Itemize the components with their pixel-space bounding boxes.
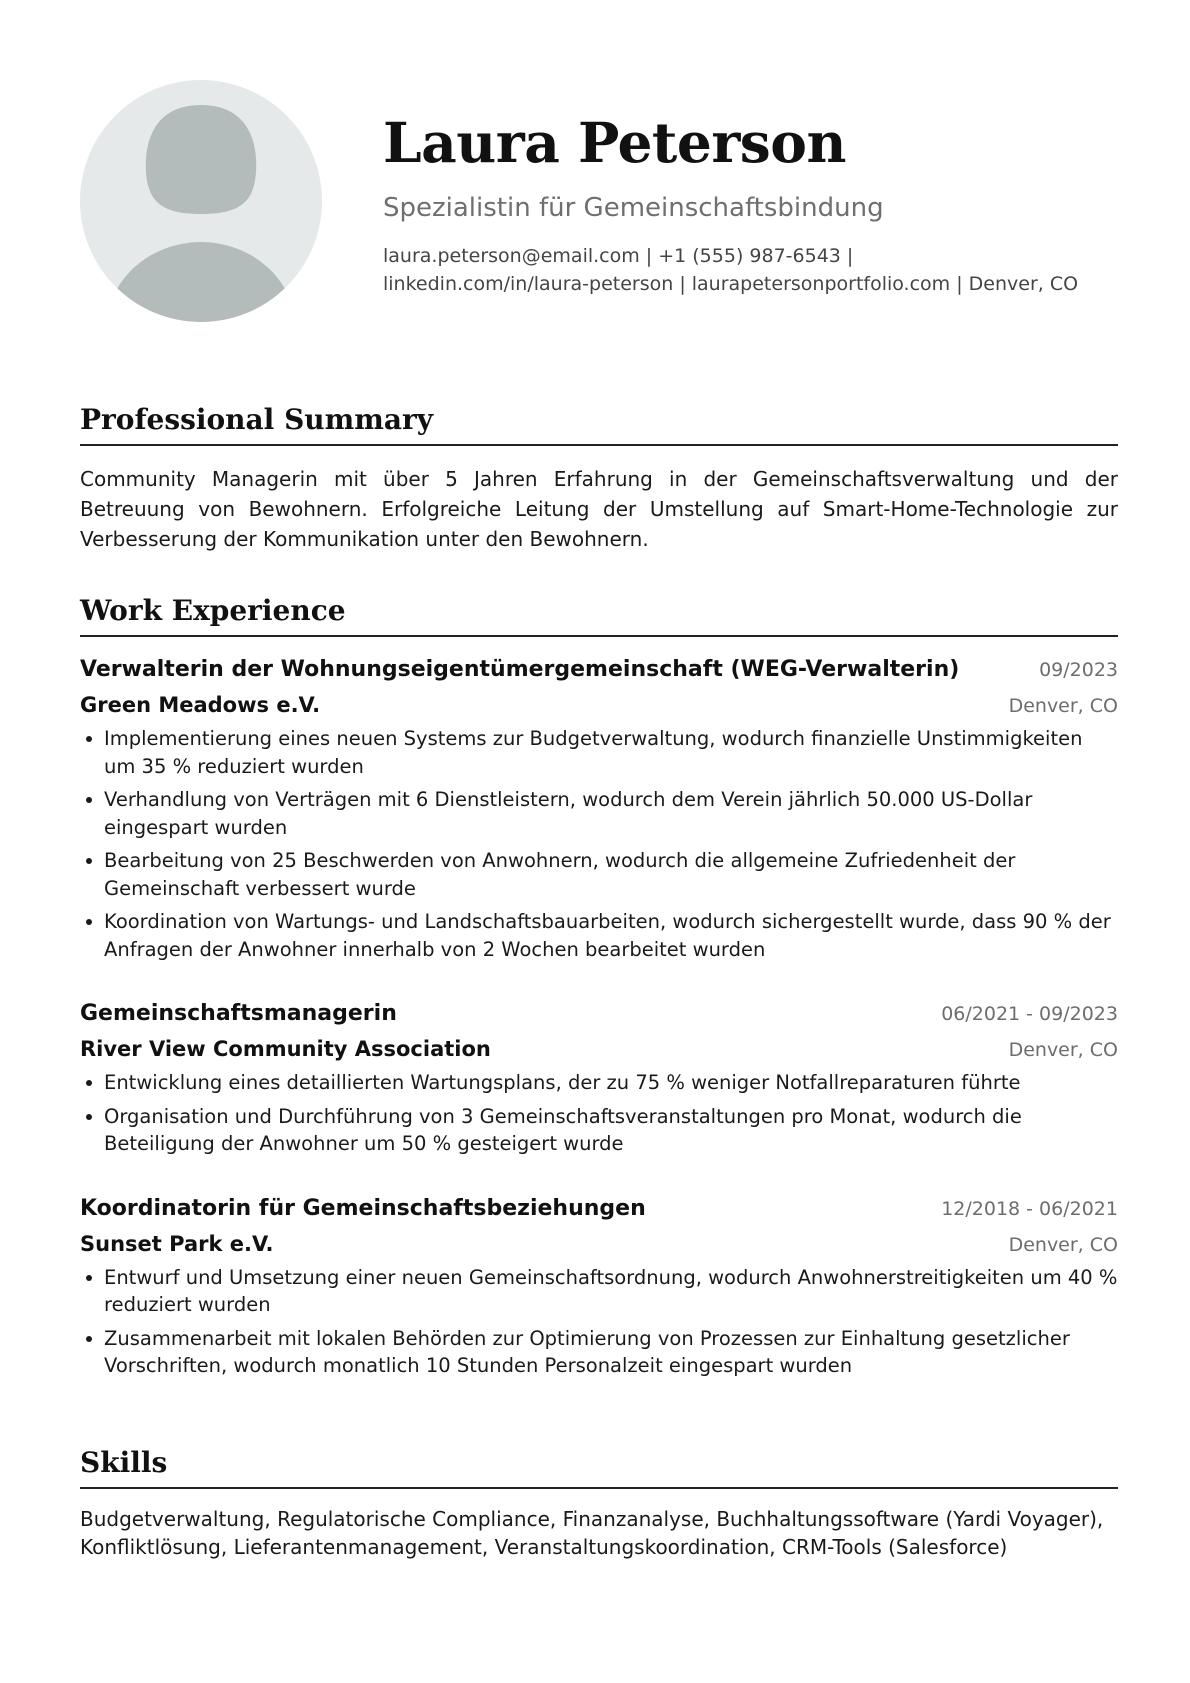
bullet-dot-icon — [86, 1114, 92, 1120]
bullet-text: Entwicklung eines detaillierten Wartungsplans, der zu 75 % weniger Notfallreparaturen führte — [104, 1071, 1021, 1094]
summary-section — [80, 400, 1118, 554]
bullet-item — [80, 786, 1118, 841]
resume-header — [383, 108, 1123, 298]
candidate-name: Laura Peterson — [383, 110, 846, 175]
job-company: Sunset Park e.V. — [80, 1231, 274, 1256]
bullet-dot-icon — [86, 1336, 92, 1342]
candidate-title: Spezialistin für Gemeinschaftsbindung — [383, 193, 884, 223]
skills-heading: Skills — [80, 1443, 1118, 1489]
experience-heading: Work Experience — [80, 591, 1118, 637]
bullet-item — [80, 1103, 1118, 1158]
skills-section — [80, 1443, 1118, 1561]
summary-text: Community Managerin mit über 5 Jahren Erfahrung in der Gemeinschaftsverwaltung und der Betreuung von Bewohnern. Erfolgreiche Leitung der Umstellung auf Smart-Home-Technologie zur Verbesserung der Kommunikation unter den Bewohnern. — [80, 467, 1118, 551]
contact-line-1: laura.peterson@email.com | +1 (555) 987-6543 | — [383, 245, 854, 267]
bullet-text: Entwurf und Umsetzung einer neuen Gemeinschaftsordnung, wodurch Anwohnerstreitigkeiten um 40 % reduziert wurden — [104, 1265, 1118, 1316]
contact-info — [383, 242, 1123, 298]
skills-list: Budgetverwaltung, Regulatorische Compliance, Finanzanalyse, Buchhaltungssoftware (Yardi Voyager), Konfliktlösung, Lieferantenmanagement, Veranstaltungskoordination, CRM-Tools (Salesforce) — [80, 1507, 1104, 1559]
job-role: Koordinatorin für Gemeinschaftsbeziehungen — [80, 1195, 646, 1221]
bullet-item — [80, 1264, 1118, 1319]
bullet-dot-icon — [86, 858, 92, 864]
job-location: Denver, CO — [1008, 1039, 1118, 1061]
job-role: Gemeinschaftsmanagerin — [80, 1001, 397, 1026]
job-entry — [80, 997, 1118, 1158]
job-date: 09/2023 — [1039, 659, 1118, 681]
bullet-text: Bearbeitung von 25 Beschwerden von Anwohnern, wodurch die allgemeine Zufriedenheit der Gemeinschaft verbessert wurde — [104, 849, 1016, 900]
bullet-text: Verhandlung von Verträgen mit 6 Dienstleistern, wodurch dem Verein jährlich 50.000 US-Dollar eingespart wurden — [104, 788, 1033, 839]
person-placeholder-icon — [80, 80, 322, 322]
bullet-text: Organisation und Durchführung von 3 Gemeinschaftsveranstaltungen pro Monat, wodurch die Beteiligung der Anwohner um 50 % gesteigert wurde — [104, 1104, 1022, 1155]
experience-section — [80, 591, 1118, 1386]
bullet-dot-icon — [86, 919, 92, 925]
job-entry — [80, 653, 1118, 963]
bullet-item — [80, 725, 1118, 780]
job-bullets — [80, 725, 1118, 963]
job-location: Denver, CO — [1008, 695, 1118, 717]
job-date: 12/2018 - 06/2021 — [941, 1197, 1118, 1220]
job-role: Verwalterin der Wohnungseigentümergemeinschaft (WEG-Verwalterin) — [80, 657, 960, 682]
bullet-dot-icon — [86, 1275, 92, 1281]
job-bullets — [80, 1069, 1118, 1158]
bullet-item — [80, 1069, 1118, 1097]
bullet-text: Koordination von Wartungs- und Landschaftsbauarbeiten, wodurch sichergestellt wurde, dass 90 % der Anfragen der Anwohner innerhalb von 2 Wochen bearbeitet wurden — [104, 910, 1111, 961]
contact-line-2: linkedin.com/in/laura-peterson | laurapetersonportfolio.com | Denver, CO — [383, 273, 1079, 295]
bullet-item — [80, 847, 1118, 902]
job-location: Denver, CO — [1008, 1233, 1118, 1256]
bullet-dot-icon — [86, 797, 92, 803]
bullet-dot-icon — [86, 1080, 92, 1086]
summary-heading: Professional Summary — [80, 400, 1118, 446]
bullet-item — [80, 1325, 1118, 1380]
job-company: River View Community Association — [80, 1037, 491, 1061]
bullet-text: Zusammenarbeit mit lokalen Behörden zur Optimierung von Prozessen zur Einhaltung gesetzlicher Vorschriften, wodurch monatlich 10 Stunden Personalzeit eingespart wurden — [104, 1326, 1070, 1377]
job-company: Green Meadows e.V. — [80, 693, 321, 717]
bullet-dot-icon — [86, 736, 92, 742]
job-date: 06/2021 - 09/2023 — [941, 1003, 1118, 1025]
bullet-text: Implementierung eines neuen Systems zur Budgetverwaltung, wodurch finanzielle Unstimmigkeiten um 35 % reduziert wurden — [104, 727, 1083, 778]
bullet-item — [80, 908, 1118, 963]
job-bullets — [80, 1264, 1118, 1380]
job-entry — [80, 1192, 1118, 1380]
